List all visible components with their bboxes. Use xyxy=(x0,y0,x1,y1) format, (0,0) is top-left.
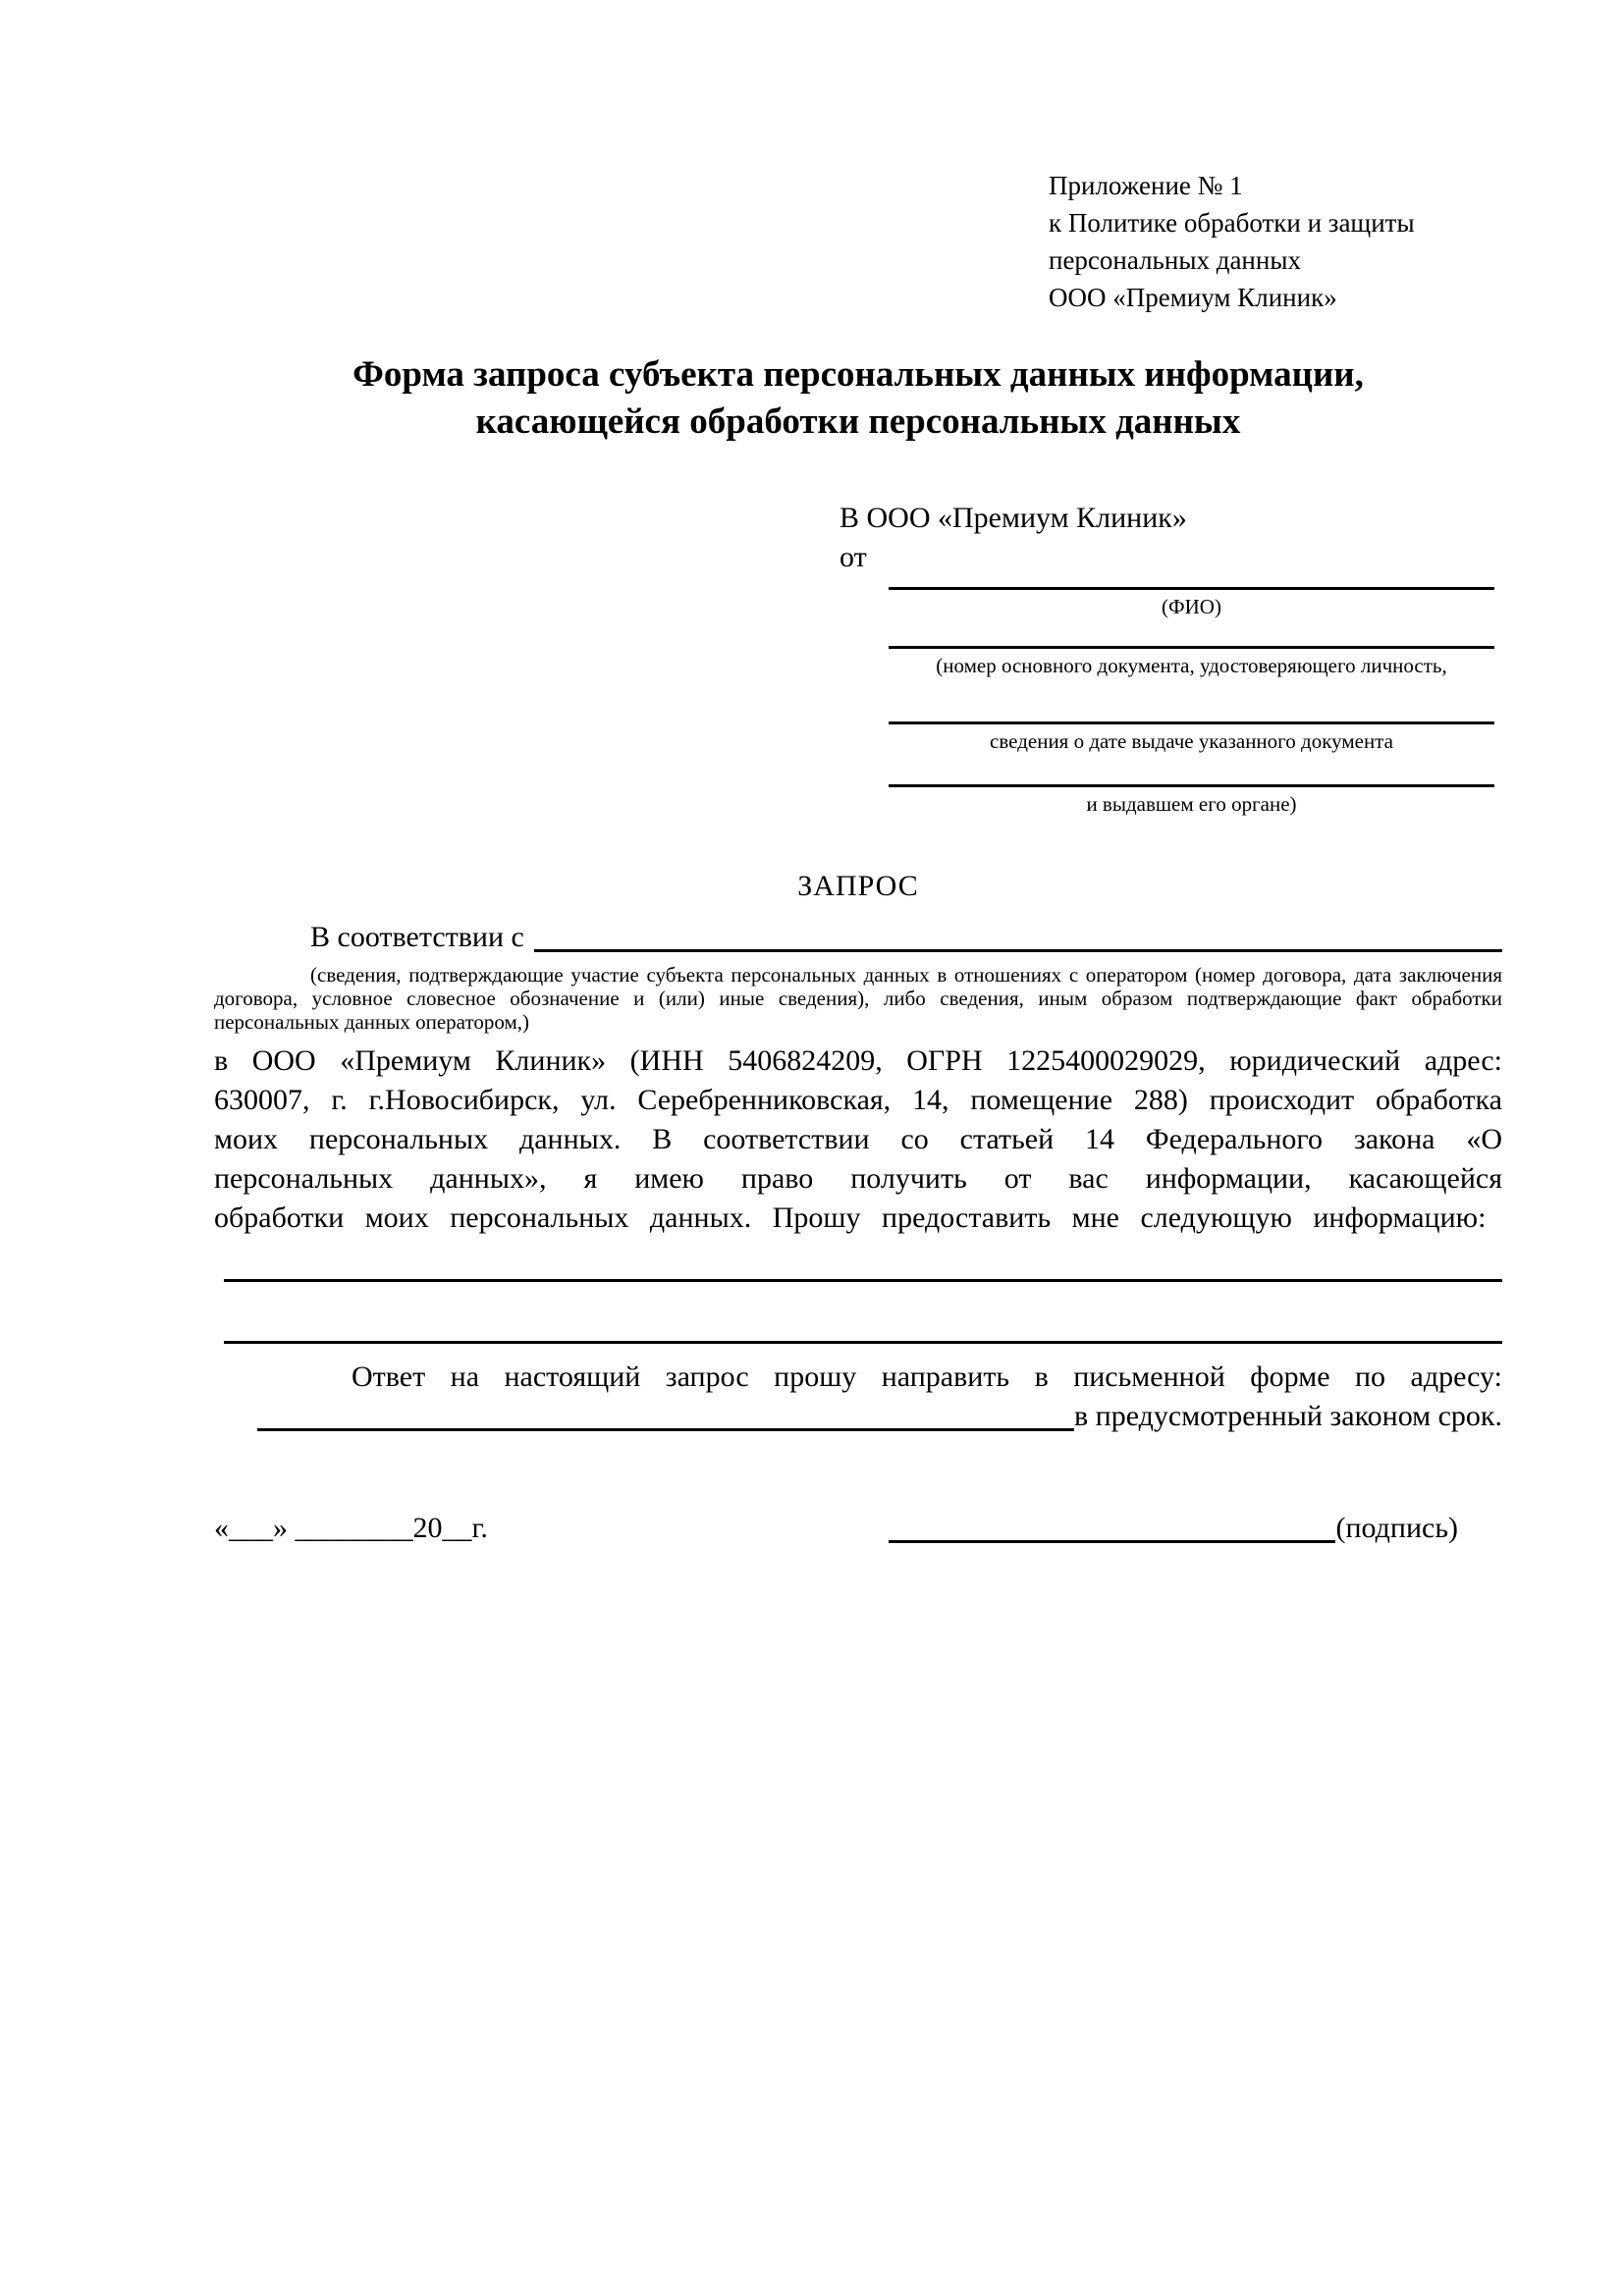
request-heading: ЗАПРОС xyxy=(797,870,919,902)
issue-date-blank-line xyxy=(889,721,1494,724)
fio-caption: (ФИО) xyxy=(1162,595,1221,618)
appendix-block xyxy=(1049,167,1502,316)
fio-blank-line xyxy=(889,587,1494,590)
date-signature-row xyxy=(214,1509,1458,1548)
document-number-caption: (номер основного документа, удостоверяющего личность, xyxy=(936,654,1447,677)
date-placeholder: «___» ________20__г. xyxy=(214,1512,488,1544)
addressee-to: В ООО «Премиум Клиник» xyxy=(839,502,1187,534)
signature-area xyxy=(879,1509,1458,1548)
issue-date-caption: сведения о дате выдаче указанного документа xyxy=(990,729,1393,753)
appendix-line: персональных данных xyxy=(1049,245,1301,275)
page-title xyxy=(214,351,1502,446)
addressee-block xyxy=(839,499,1502,816)
reply-address-blank-line xyxy=(257,1397,1074,1431)
issuing-authority-blank-line xyxy=(889,784,1494,787)
signature-caption: (подпись) xyxy=(1335,1512,1458,1544)
issuing-authority-caption: и выдавшем его органе) xyxy=(1086,792,1297,816)
accordance-line xyxy=(214,918,1502,957)
appendix-line: к Политике обработки и защиты xyxy=(1049,208,1415,238)
page-title-line-1: Форма запроса субъекта персональных данных информации, xyxy=(352,354,1364,395)
accordance-blank-line xyxy=(534,918,1502,952)
issue-date-field xyxy=(839,721,1502,753)
reply-address-line xyxy=(257,1397,1502,1436)
information-blank-line-2 xyxy=(224,1341,1502,1344)
document-number-blank-line xyxy=(889,646,1494,649)
issuing-authority-field xyxy=(839,784,1502,816)
addressee-from-label: от xyxy=(839,541,867,573)
fio-field xyxy=(839,587,1502,618)
appendix-line: Приложение № 1 xyxy=(1049,171,1243,200)
accordance-prefix: В соответствии с xyxy=(310,921,524,953)
information-blank-line-1 xyxy=(224,1279,1502,1282)
reply-deadline-text: в предусмотренный законом срок. xyxy=(1074,1400,1502,1432)
explanatory-note: (сведения, подтверждающие участие субъекта персональных данных в отношениях с оператором (номер договора, дата заключения договора, условное словесное обозначение и (или) иные сведения), либо сведения, иным образом подтверждающие факт обработки персональных данных оператором,) xyxy=(214,963,1502,1034)
page-title-line-2: касающейся обработки персональных данных xyxy=(475,401,1241,442)
request-body: в ООО «Премиум Клиник» (ИНН 5406824209, ОГРН 1225400029029, юридический адрес: 630007, г. г.Новосибирск, ул. Серебренниковская, 14, помещение 288) происходит обработка моих персональных данных. В соответствии со статьей 14 Федерального закона «О персональных данных», я имею право получить от вас информации, касающейся обработки моих персональных данных. Прошу предоставить мне следующую информацию: xyxy=(214,1044,1502,1234)
signature-blank-line xyxy=(889,1509,1335,1543)
reply-address-sentence: Ответ на настоящий запрос прошу направить в письменной форме по адресу: xyxy=(352,1361,1502,1393)
document-number-field xyxy=(839,646,1502,677)
appendix-line: ООО «Премиум Клиник» xyxy=(1049,283,1337,312)
